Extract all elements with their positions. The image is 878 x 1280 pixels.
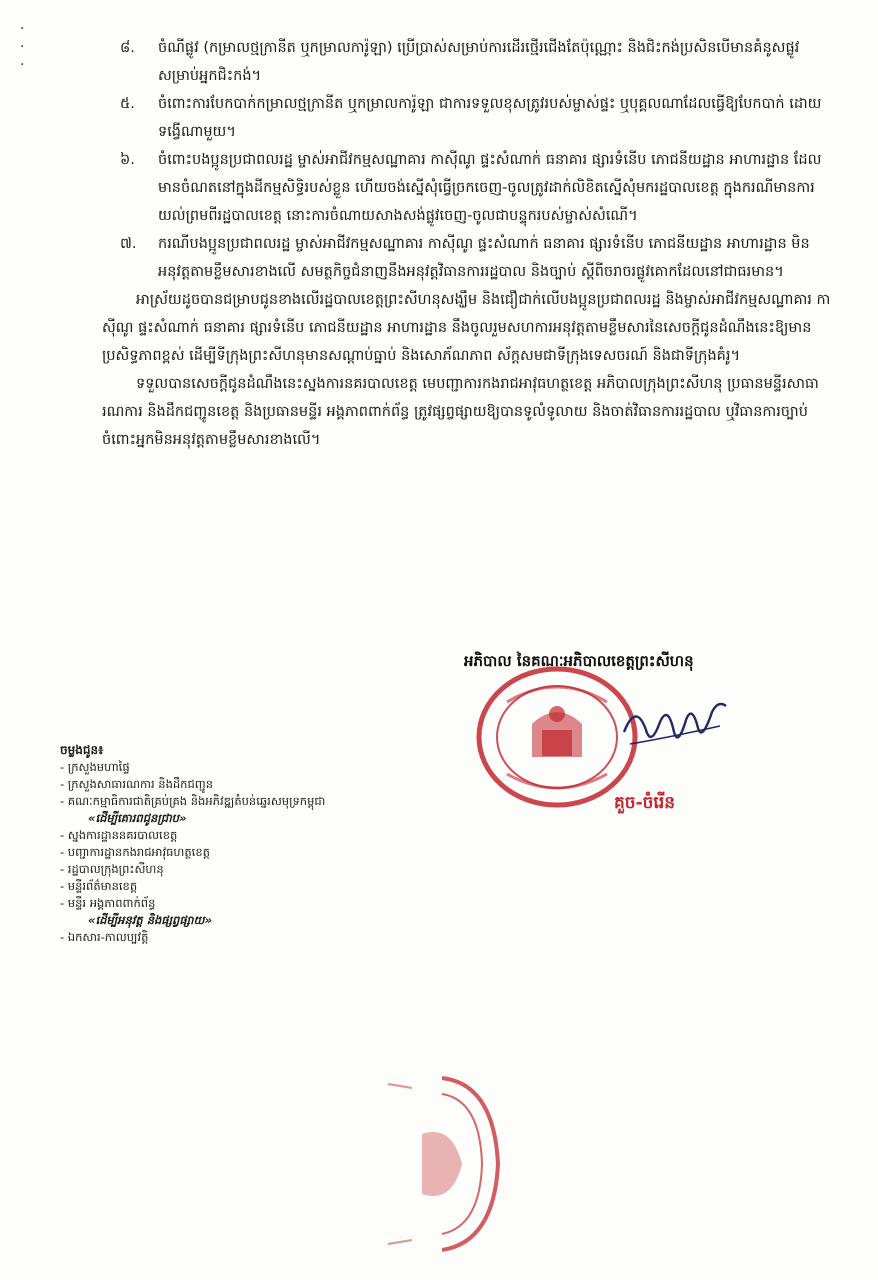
item-number: ៦. [120,152,135,168]
item-number: ៨. [120,40,135,56]
list-item [120,90,840,146]
item-text: ចំពោះការបែកបាក់កម្រាលថ្មក្រានីត ឬកម្រាលការ៉ូឡា ជាការទទួលខុសត្រូវរបស់ម្ចាស់ផ្ទះ ឬបុគ្គលណាដែលធ្វើឱ្យបែកបាក់ ដោយទង្វើណាមួយ។ [158,96,822,140]
cc-item: - មន្ទីរព័ត៌មានខេត្ត [60,879,138,893]
cc-item: - រដ្ឋបាលក្រុងព្រះសីហនុ [60,862,164,876]
list-item [120,230,840,286]
item-number: ៥. [120,96,135,112]
document-body [102,34,840,454]
cc-item: - ក្រសួងមហាផ្ទៃ [60,760,130,774]
cc-title: ចម្លងជូន៖ [60,743,104,757]
signatory-title: អភិបាល នៃគណៈអភិបាលខេត្តព្រះសីហនុ [464,652,694,670]
list-item [120,146,840,230]
distribution-paragraph: ទទួលបានសេចក្តីជូនដំណឹងនេះស្នងការនគរបាលខេត្ត មេបញ្ជាការកងរាជអាវុធហត្ថខេត្ត អភិបាលក្រុងព្រះសីហនុ ប្រធានមន្ទីរសាធារណការ និងដឹកជញ្ជូនខេត្ត និងប្រធានមន្ទីរ អង្គភាពពាក់ព័ន្ធ ត្រូវផ្សព្វផ្សាយឱ្យបានទូលំទូលាយ និងចាត់វិធានការរដ្ឋបាល ឬវិធានការច្បាប់ចំពោះអ្នកមិនអនុវត្តតាមខ្លឹមសារខាងលើ។ [102,376,819,448]
signatory-name: គួច-ចំរើន [614,793,676,813]
cc-item: - គណៈកម្មាធិការជាតិគ្រប់គ្រង និងអភិវឌ្ឍតំបន់ឆ្នេរសមុទ្រកម្ពុជា [60,794,326,808]
cc-item: - បញ្ជាការដ្ឋានកងរាជអាវុធហត្ថខេត្ត [60,845,210,859]
handwritten-signature-icon [616,692,736,762]
cc-list [60,742,420,946]
cc-item: - ឯកសារ-កាលប្បវត្តិ [60,930,149,944]
signature-block [464,652,864,832]
cc-item: - ស្នងការដ្ឋាននគរបាលខេត្ត [60,828,178,842]
cc-note: «ដើម្បីគោរពជូនជ្រាប» [88,811,187,825]
list-item [120,34,840,90]
cc-item: - ក្រសួងសាធារណការ និងដឹកជញ្ជូន [60,777,214,791]
item-text: ករណីបងប្អូនប្រជាពលរដ្ឋ ម្ចាស់អាជីវកម្មសណ្ឋាគារ កាស៊ីណូ ផ្ទះសំណាក់ ធនាគារ ផ្សារទំនើប ភោជនីយដ្ឋាន អាហារដ្ឋាន មិនអនុវត្តតាមខ្លឹមសារខាងលើ សមត្ថកិច្ចជំនាញនឹងអនុវត្តវិធានការរដ្ឋបាល និងច្បាប់ ស្តីពីចរាចរផ្លូវគោកដែលនៅជាធរមាន។ [158,236,810,280]
scan-specks: · · · [20,21,25,73]
edge-seal-icon [382,1074,502,1254]
cc-item: - មន្ទីរ អង្គភាពពាក់ព័ន្ធ [60,896,156,910]
item-text: ចំណីផ្លូវ (កម្រាលថ្មក្រានីត ឬកម្រាលការ៉ូឡា) ប្រើប្រាស់សម្រាប់ការដើរថ្មើរជើងតែប៉ុណ្ណោះ និងជិះកង់ប្រសិនបើមានគំនូសផ្លូវសម្រាប់អ្នកជិះកង់។ [158,40,800,84]
closing-paragraph: អាស្រ័យដូចបានជម្រាបជូនខាងលើរដ្ឋបាលខេត្តព្រះសីហនុសង្ឃឹម និងជឿជាក់លើបងប្អូនប្រជាពលរដ្ឋ និងម្ចាស់អាជីវកម្មសណ្ឋាគារ កាស៊ីណូ ផ្ទះសំណាក់ ធនាគារ ផ្សារទំនើប ភោជនីយដ្ឋាន អាហារដ្ឋាន នឹងចូលរួមសហការអនុវត្តតាមខ្លឹមសារនៃសេចក្តីជូនដំណឹងនេះឱ្យមានប្រសិទ្ធភាពខ្ពស់ ដើម្បីទីក្រុងព្រះសីហនុមានសណ្តាប់ធ្នាប់ និងសោភ័ណភាព ស័ក្តសមជាទីក្រុងទេសចរណ៍ និងជាទីក្រុងគំរូ។ [102,292,831,364]
item-text: ចំពោះបងប្អូនប្រជាពលរដ្ឋ ម្ចាស់អាជីវកម្មសណ្ឋាគារ កាស៊ីណូ ផ្ទះសំណាក់ ធនាគារ ផ្សារទំនើប ភោជនីយដ្ឋាន អាហារដ្ឋាន ដែលមានចំណតនៅក្នុងដីកម្មសិទ្ធិរបស់ខ្លួន ហើយចង់ស្នើសុំធ្វើច្រកចេញ-ចូលត្រូវដាក់លិខិតស្នើសុំមករដ្ឋបាលខេត្ត ក្នុងករណីមានការយល់ព្រមពីរដ្ឋបាលខេត្ត នោះការចំណាយសាងសង់ផ្លូវចេញ-ចូលជាបន្ទុករបស់ម្ចាស់សំណើ។ [158,152,822,224]
cc-note: «ដើម្បីអនុវត្ត និងផ្សព្វផ្សាយ» [88,913,212,927]
item-number: ៧. [120,236,137,252]
